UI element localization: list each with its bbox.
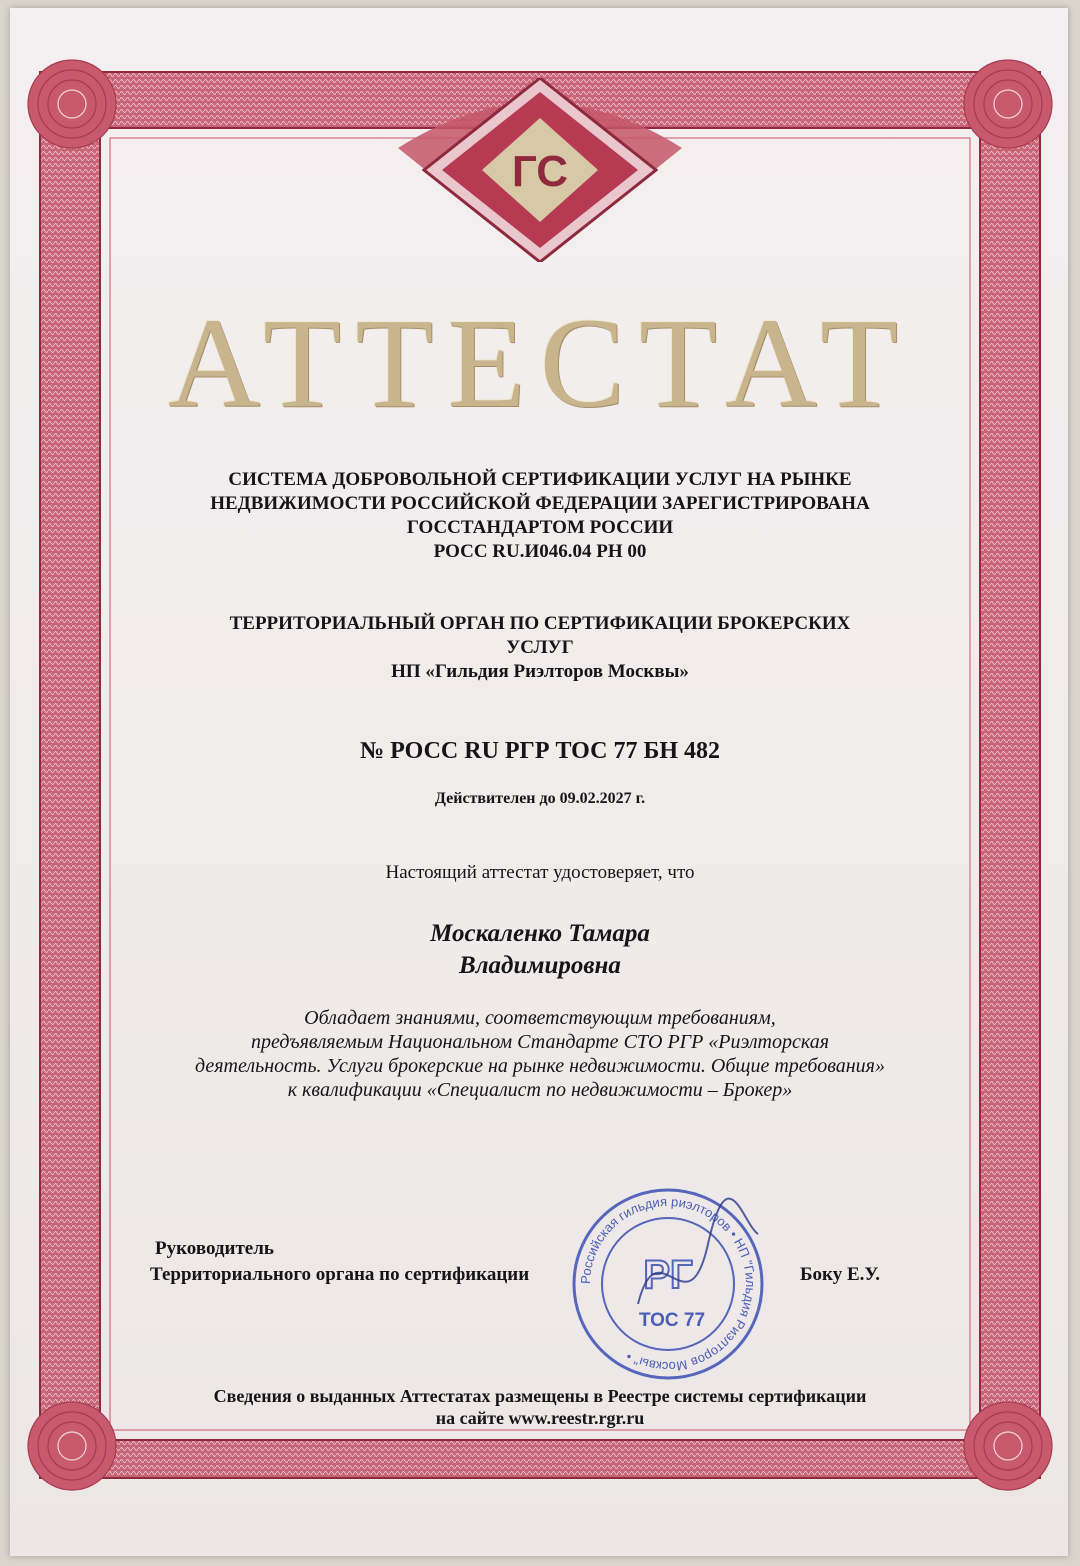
official-stamp-icon [568,1184,768,1384]
organ-name: НП «Гильдия Риэлторов Москвы» [391,661,689,682]
organ-heading [150,612,930,684]
corner-rosette-top-right [964,60,1052,148]
holder-name-line: Москаленко Тамара [430,920,650,947]
footer-line: Сведения о выданных Аттестатах размещены в Реестре системы сертификации [213,1386,867,1406]
signatory-role: Руководитель [155,1238,274,1259]
system-line: ГОССТАНДАРТОМ РОССИИ [406,517,674,538]
holder-name [150,918,930,982]
holder-name-line: Владимировна [459,952,621,979]
organ-line: ТЕРРИТОРИАЛЬНЫЙ ОРГАН ПО СЕРТИФИКАЦИИ БРОКЕРСКИХ [229,613,851,634]
corner-rosette-bottom-left [28,1402,116,1490]
stamp-center-text: ТОС 77 [638,1310,706,1331]
corner-rosette-top-left [28,60,116,148]
signatory-role-organ: Территориального органа по сертификации [150,1264,530,1285]
footer-website: на сайте www.reestr.rgr.ru [435,1408,645,1428]
description-line: предъявляемым Национальном Стандарте СТО РГР «Риэлторская [250,1031,830,1053]
system-line: СИСТЕМА ДОБРОВОЛЬНОЙ СЕРТИФИКАЦИИ УСЛУГ НА РЫНКЕ [228,469,852,490]
stamp-logo: РГ [643,1253,693,1297]
certificate-number: № РОСС RU РГР ТОС 77 БН 482 [359,738,721,764]
description-line: Обладает знаниями, соответствующим требованиям, [304,1007,776,1029]
corner-rosette-bottom-right [964,1402,1052,1490]
document-title: АТТЕСТАТ [167,292,913,434]
registry-footer [110,1385,970,1429]
emblem-letters: ГС [511,147,569,196]
organ-line: УСЛУГ [506,637,574,658]
signatory-name: Боку Е.У. [800,1264,881,1285]
stamp-ring-text: Российская гильдия риэлторов • НП "Гильдия Риэлторов Москвы" • [577,1193,759,1375]
qualification-description [150,1006,930,1102]
valid-until: Действителен до 09.02.2027 г. [434,790,646,807]
guild-emblem-icon [398,78,682,262]
description-line: деятельность. Услуги брокерские на рынке недвижимости. Общие требования» [195,1055,885,1077]
system-heading [150,468,930,564]
certification-intro: Настоящий аттестат удостоверяет, что [385,862,695,883]
system-line: НЕДВИЖИМОСТИ РОССИЙСКОЙ ФЕДЕРАЦИИ ЗАРЕГИСТРИРОВАНА [210,493,870,514]
system-registration-number: РОСС RU.И046.04 РН 00 [433,541,647,562]
description-line: к квалификации «Специалист по недвижимости – Брокер» [287,1079,793,1101]
